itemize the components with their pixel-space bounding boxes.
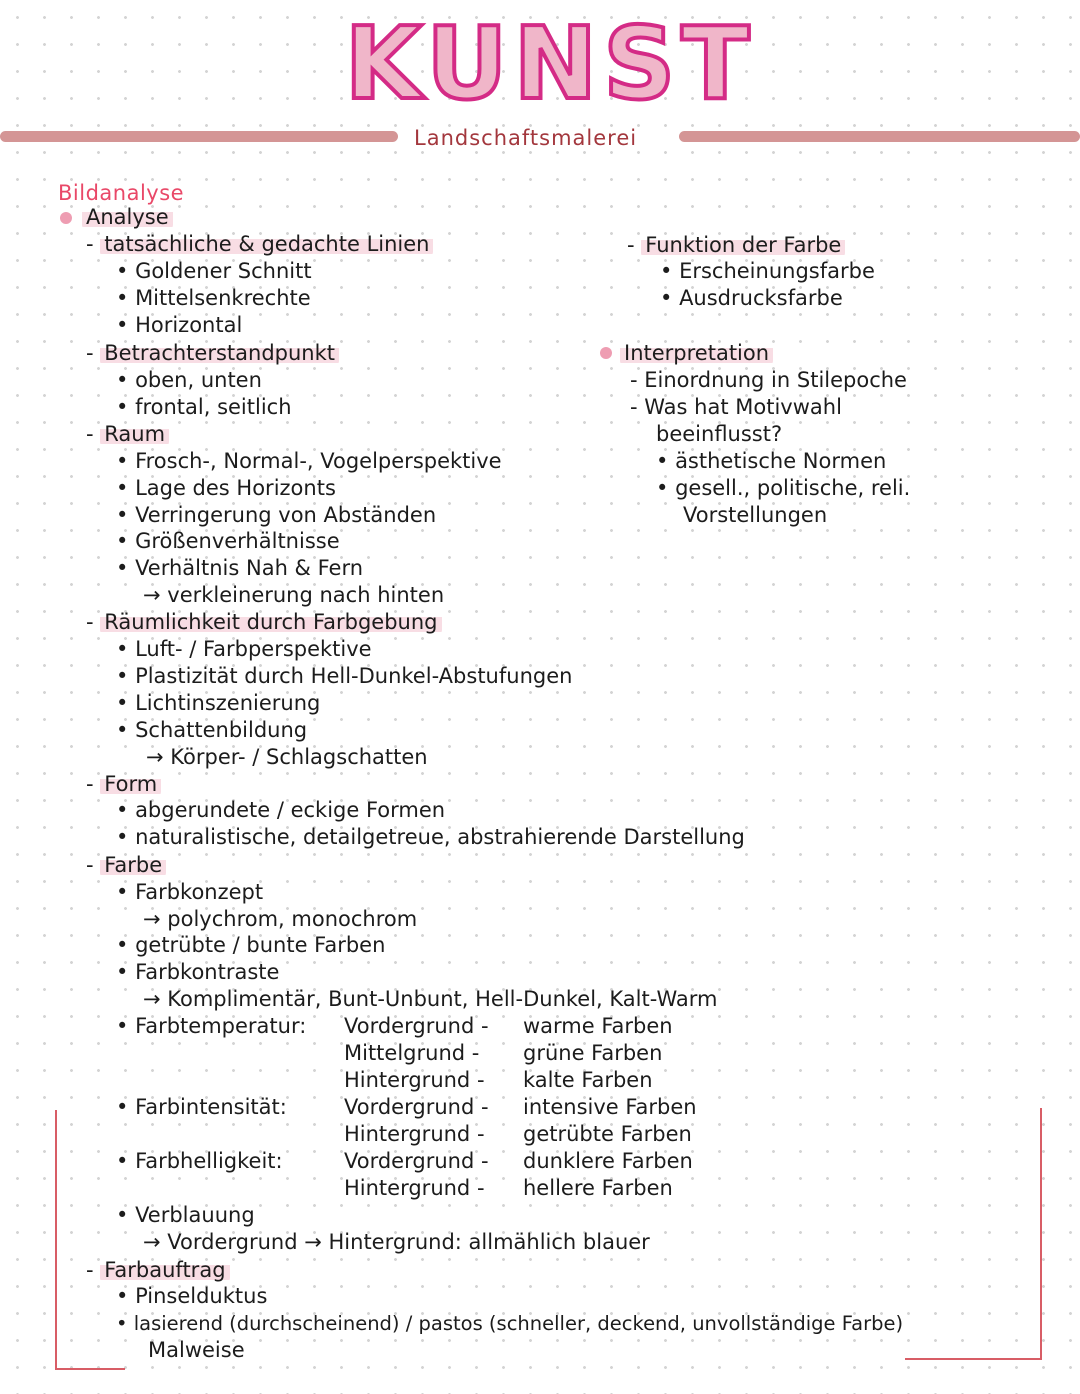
list-item: - Einordnung in Stilepoche xyxy=(630,368,907,392)
table-key: Hintergrund - xyxy=(344,1176,485,1200)
interpretation-bullet xyxy=(600,347,612,359)
subtitle: Landschaftsmalerei xyxy=(414,126,638,150)
farbauftrag-label: - Farbauftrag xyxy=(86,1257,230,1284)
list-item: • abgerundete / eckige Formen xyxy=(116,798,446,822)
malweise: Malweise xyxy=(148,1338,245,1362)
farbe-label: - Farbe xyxy=(86,852,166,879)
analyse-heading: Analyse xyxy=(82,204,173,231)
list-item: • getrübte / bunte Farben xyxy=(116,933,386,957)
raum-label: - Raum xyxy=(86,421,169,448)
list-item: • Plastizität durch Hell-Dunkel-Abstufungen xyxy=(116,664,573,688)
list-item: • Lage des Horizonts xyxy=(116,476,336,500)
list-item: • lasierend (durchscheinend) / pastos (schneller, deckend, unvollständige Farbe) xyxy=(116,1312,904,1335)
page-title: KUNST xyxy=(344,5,756,122)
list-item: • Farbintensität: xyxy=(116,1095,287,1119)
list-item: • Horizontal xyxy=(116,313,243,337)
list-item: • Schattenbildung xyxy=(116,718,308,742)
frame-right-bottom xyxy=(905,1358,1042,1360)
arrow-note: → Vordergrund → Hintergrund: allmählich blauer xyxy=(143,1230,650,1254)
table-key: Mittelgrund - xyxy=(344,1041,480,1065)
list-item: • Farbkonzept xyxy=(116,880,264,904)
list-item: • oben, unten xyxy=(116,368,262,392)
list-item: • Mittelsenkrechte xyxy=(116,286,311,310)
list-item-cont: beeinflusst? xyxy=(656,422,783,446)
frame-left-bottom xyxy=(55,1368,125,1370)
section-label: Bildanalyse xyxy=(58,181,185,205)
list-item: • frontal, seitlich xyxy=(116,395,292,419)
list-item: • Pinselduktus xyxy=(116,1284,268,1308)
table-key: Hintergrund - xyxy=(344,1068,485,1092)
analyse-bullet xyxy=(60,212,72,224)
list-item: - Was hat Motivwahl xyxy=(630,395,842,419)
arrow-note: → verkleinerung nach hinten xyxy=(143,583,445,607)
betrachter-label: - Betrachterstandpunkt xyxy=(86,340,339,367)
list-item: • Erscheinungsfarbe xyxy=(660,259,875,283)
list-item: • Ausdrucksfarbe xyxy=(660,286,843,310)
table-value: getrübte Farben xyxy=(523,1122,692,1146)
raeumlichkeit-label: - Räumlichkeit durch Farbgebung xyxy=(86,609,442,636)
list-item: • Verhältnis Nah & Fern xyxy=(116,556,364,580)
list-item: • Verringerung von Abständen xyxy=(116,503,437,527)
list-item: • gesell., politische, reli. xyxy=(656,476,911,500)
list-item: • Größenverhältnisse xyxy=(116,529,340,553)
list-item: • Goldener Schnitt xyxy=(116,259,312,283)
list-item: • Farbtemperatur: xyxy=(116,1014,307,1038)
table-value: kalte Farben xyxy=(523,1068,653,1092)
list-item: • Farbhelligkeit: xyxy=(116,1149,283,1173)
funktion-label: - Funktion der Farbe xyxy=(627,232,845,259)
list-item: • Luft- / Farbperspektive xyxy=(116,637,372,661)
table-value: hellere Farben xyxy=(523,1176,673,1200)
list-item: • naturalistische, detailgetreue, abstrahierende Darstellung xyxy=(116,825,745,849)
table-value: dunklere Farben xyxy=(523,1149,693,1173)
list-item: • Lichtinszenierung xyxy=(116,691,321,715)
frame-left-vertical xyxy=(55,1110,57,1370)
title-rule-left xyxy=(0,131,398,142)
list-item: • Verblauung xyxy=(116,1203,255,1227)
arrow-note: → polychrom, monochrom xyxy=(143,907,418,931)
form-label: - Form xyxy=(86,771,161,798)
frame-right-vertical xyxy=(1040,1108,1042,1360)
table-key: Hintergrund - xyxy=(344,1122,485,1146)
table-key: Vordergrund - xyxy=(344,1095,489,1119)
interpretation-heading: Interpretation xyxy=(620,340,773,367)
table-value: intensive Farben xyxy=(523,1095,697,1119)
table-value: warme Farben xyxy=(523,1014,673,1038)
linien-label: - tatsächliche & gedachte Linien xyxy=(86,231,433,258)
table-key: Vordergrund - xyxy=(344,1149,489,1173)
list-item: • Farbkontraste xyxy=(116,960,280,984)
table-value: grüne Farben xyxy=(523,1041,663,1065)
arrow-note: → Körper- / Schlagschatten xyxy=(146,745,428,769)
table-key: Vordergrund - xyxy=(344,1014,489,1038)
list-item-cont: Vorstellungen xyxy=(683,503,828,527)
list-item: • Frosch-, Normal-, Vogelperspektive xyxy=(116,449,502,473)
list-item: • ästhetische Normen xyxy=(656,449,887,473)
arrow-note: → Komplimentär, Bunt-Unbunt, Hell-Dunkel, Kalt-Warm xyxy=(143,987,718,1011)
title-rule-right xyxy=(679,131,1080,142)
